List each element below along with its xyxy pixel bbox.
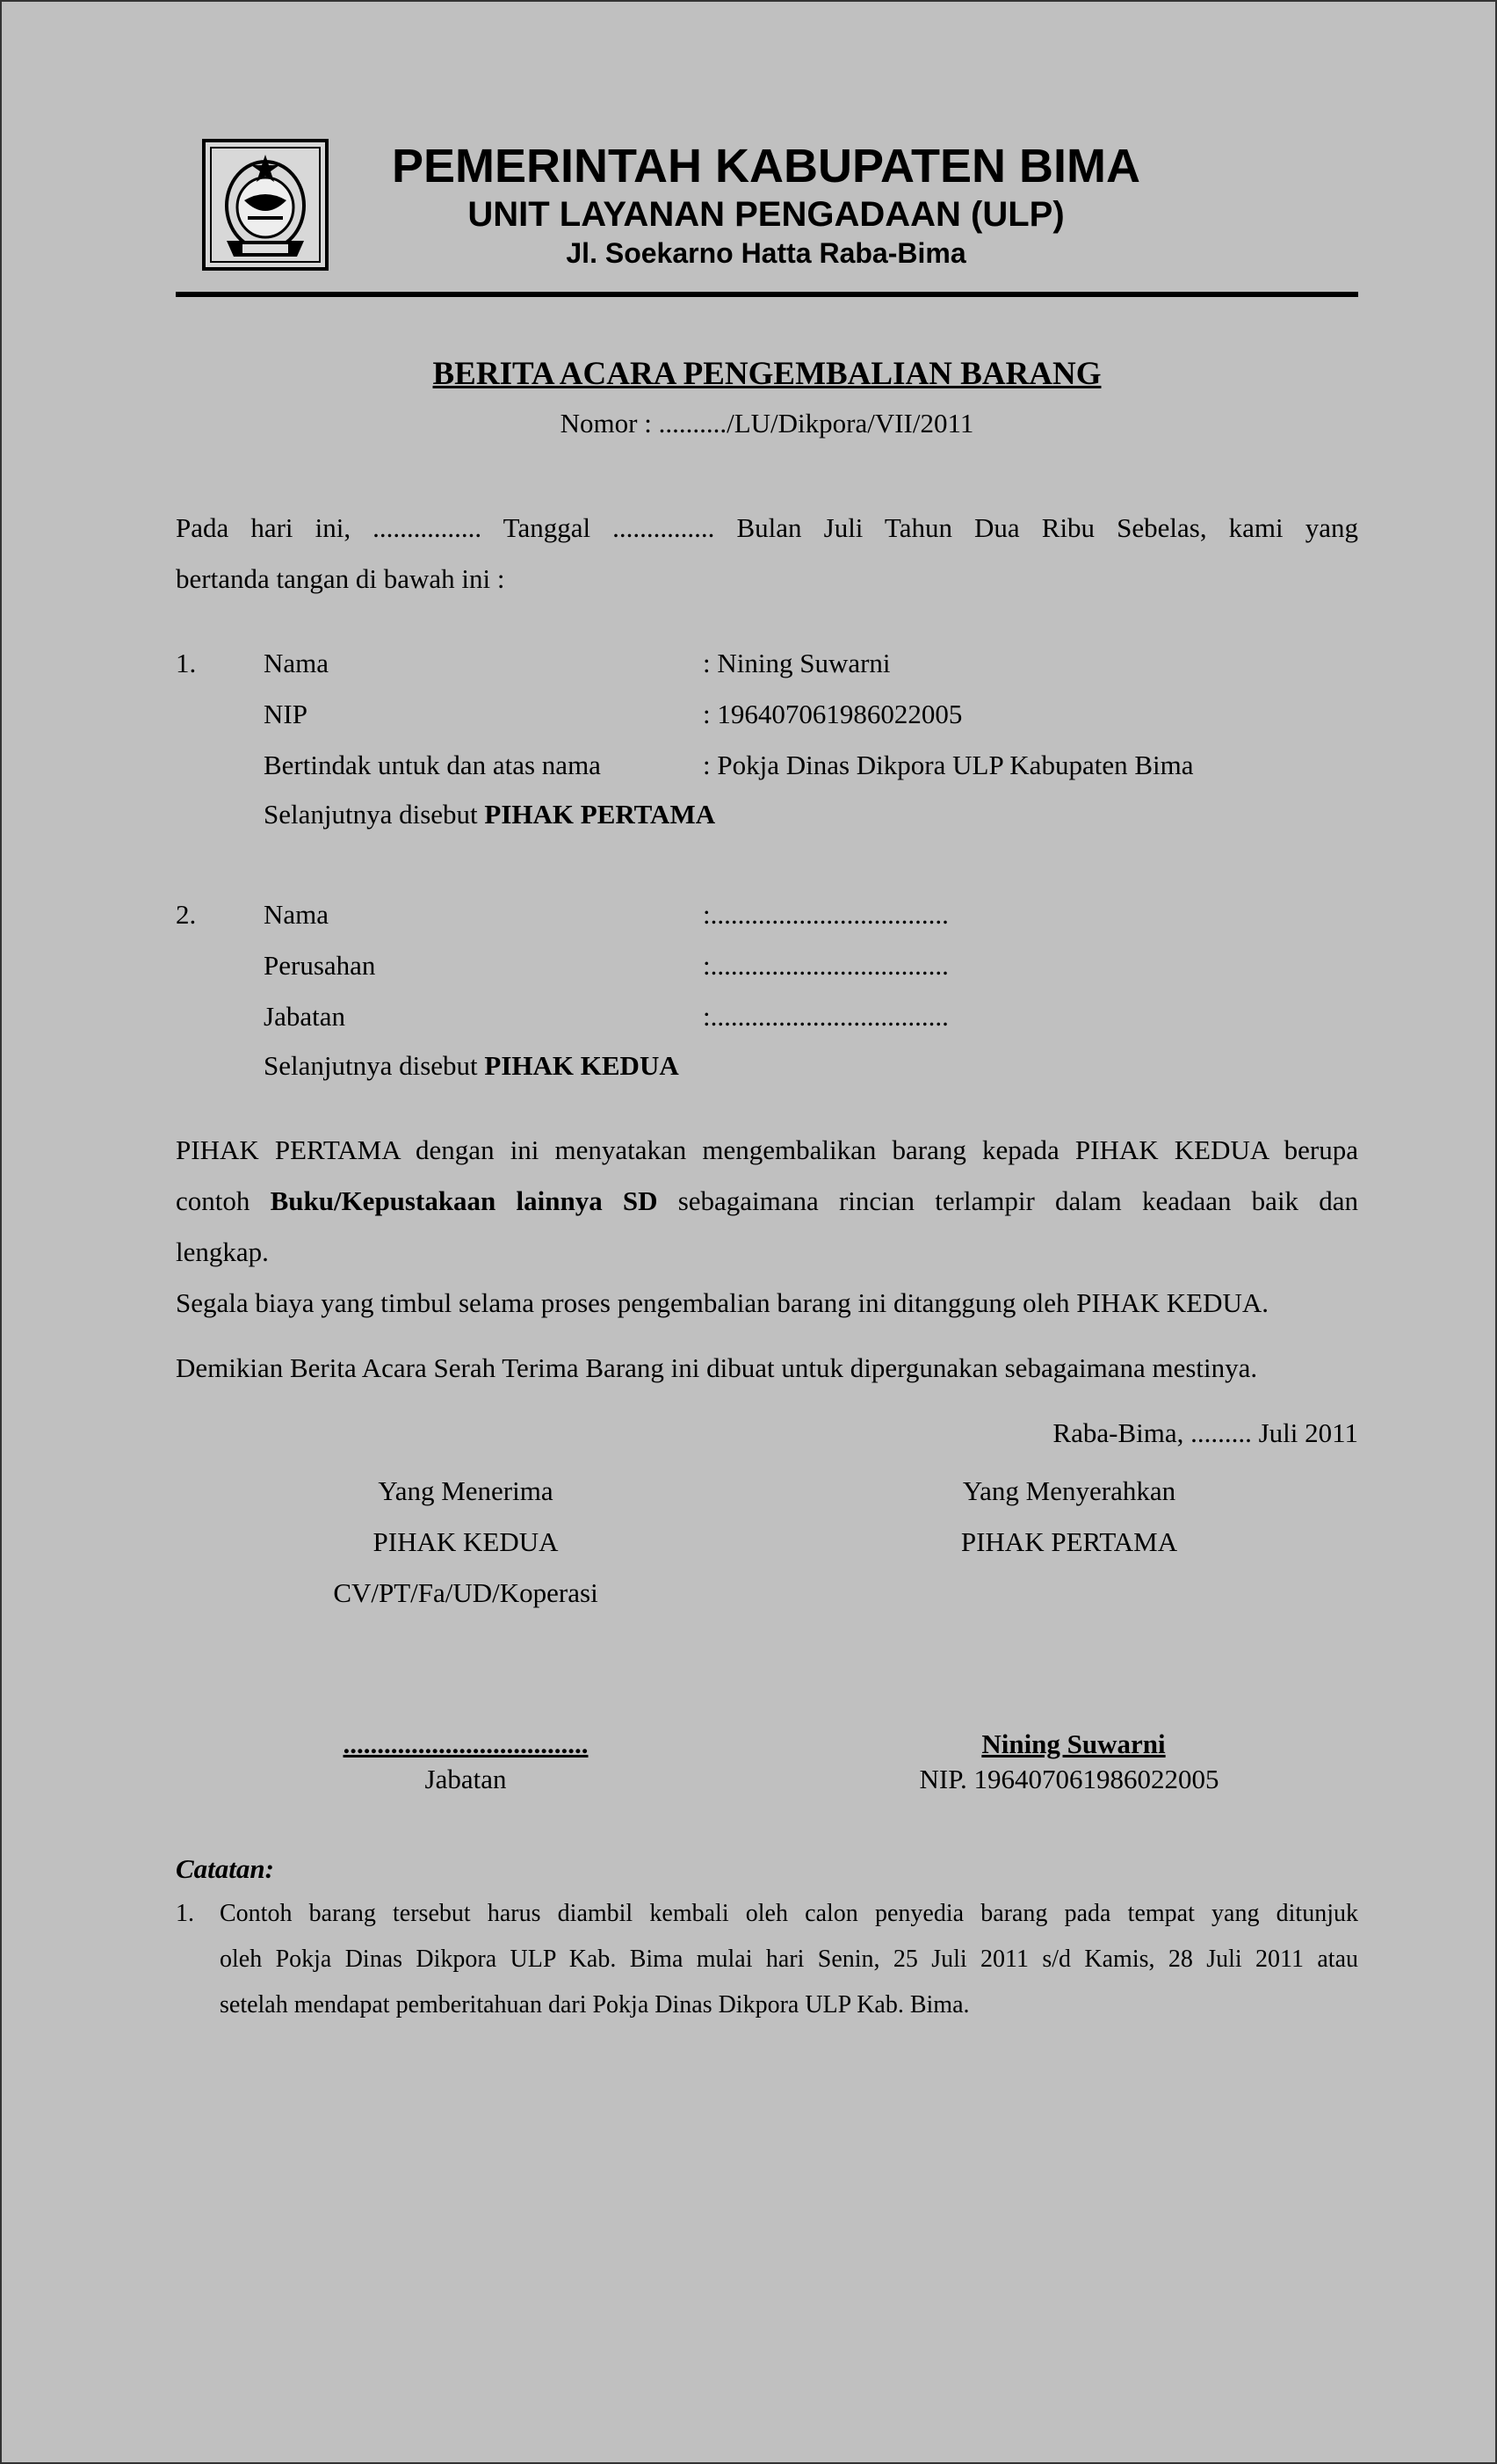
signature-right-party: PIHAK PERTAMA — [960, 1526, 1178, 1557]
party-2-name-value: :................................... — [703, 899, 949, 930]
document-number: Nomor : ........../LU/Dikpora/VII/2011 — [560, 408, 974, 438]
statement-cost: Segala biaya yang timbul selama proses pengembalian barang ini ditanggung oleh PIHAK KEDUA. — [176, 1287, 1269, 1318]
signature-right-nip: NIP. 196407061986022005 — [919, 1764, 1219, 1794]
notes-line-1: Contoh barang tersebut harus diambil kembali oleh calon penyedia barang pada tempat yang ditunjuk — [220, 1900, 1358, 1927]
party-2-designation: Selanjutnya disebut PIHAK KEDUA — [264, 1050, 679, 1081]
intro-line-2: bertanda tangan di bawah ini : — [176, 563, 505, 594]
statement-line-2: contoh Buku/Kepustakaan lainnya SD sebagaimana rincian terlampir dalam keadaan baik dan — [176, 1185, 1358, 1216]
party-2-position-value: :................................... — [703, 1001, 949, 1032]
party-2-company-label: Perusahan — [264, 950, 376, 981]
party-1-name-value: : Nining Suwarni — [703, 648, 891, 678]
header-unit: UNIT LAYANAN PENGADAAN (ULP) — [467, 195, 1065, 234]
party-1-acting-label: Bertindak untuk dan atas nama — [264, 750, 601, 780]
bima-regency-crest-icon — [200, 137, 330, 274]
statement-line-1: PIHAK PERTAMA dengan ini menyatakan mengembalikan barang kepada PIHAK KEDUA berupa — [176, 1134, 1358, 1165]
party-1-nip-label: NIP — [264, 699, 307, 729]
party-1-number: 1. — [176, 648, 197, 678]
party-1-designation: Selanjutnya disebut PIHAK PERTAMA — [264, 799, 716, 830]
signature-left-party: PIHAK KEDUA — [372, 1526, 559, 1557]
statement-closing: Demikian Berita Acara Serah Terima Barang ini dibuat untuk dipergunakan sebagaimana mestinya. — [176, 1352, 1258, 1383]
notes-number: 1. — [176, 1900, 194, 1927]
party-2-company-value: :................................... — [703, 950, 949, 981]
signature-left-name: .................................... — [343, 1728, 589, 1759]
signature-left-role: Yang Menerima — [378, 1475, 553, 1506]
header-address: Jl. Soekarno Hatta Raba-Bima — [566, 237, 966, 269]
header-government: PEMERINTAH KABUPATEN BIMA — [392, 140, 1140, 192]
statement-line-3: lengkap. — [176, 1236, 269, 1267]
party-2-position-label: Jabatan — [264, 1001, 345, 1032]
header-divider — [176, 292, 1358, 297]
party-1-name-label: Nama — [264, 648, 329, 678]
signature-right-role: Yang Menyerahkan — [962, 1475, 1176, 1506]
notes-heading: Catatan: — [176, 1853, 274, 1884]
party-2-name-label: Nama — [264, 899, 329, 930]
intro-line-1: Pada hari ini, ................ Tanggal ............... Bulan Juli Tahun Dua Ribu Sebelas, kami yang — [176, 512, 1358, 543]
document-title: BERITA ACARA PENGEMBALIAN BARANG — [432, 356, 1102, 392]
notes-line-3: setelah mendapat pemberitahuan dari Pokja Dinas Dikpora ULP Kab. Bima. — [220, 1991, 970, 2018]
signature-left-title: Jabatan — [424, 1764, 507, 1794]
signature-right-name: Nining Suwarni — [981, 1728, 1166, 1759]
notes-line-2: oleh Pokja Dinas Dikpora ULP Kab. Bima mulai hari Senin, 25 Juli 2011 s/d Kamis, 28 Juli 2011 atau — [220, 1946, 1358, 1973]
party-2-number: 2. — [176, 899, 197, 930]
party-1-nip-value: : 196407061986022005 — [703, 699, 963, 729]
signature-left-org: CV/PT/Fa/UD/Koperasi — [333, 1577, 598, 1608]
place-date: Raba-Bima, ......... Juli 2011 — [1052, 1417, 1358, 1448]
party-1-acting-value: : Pokja Dinas Dikpora ULP Kabupaten Bima — [703, 750, 1194, 780]
